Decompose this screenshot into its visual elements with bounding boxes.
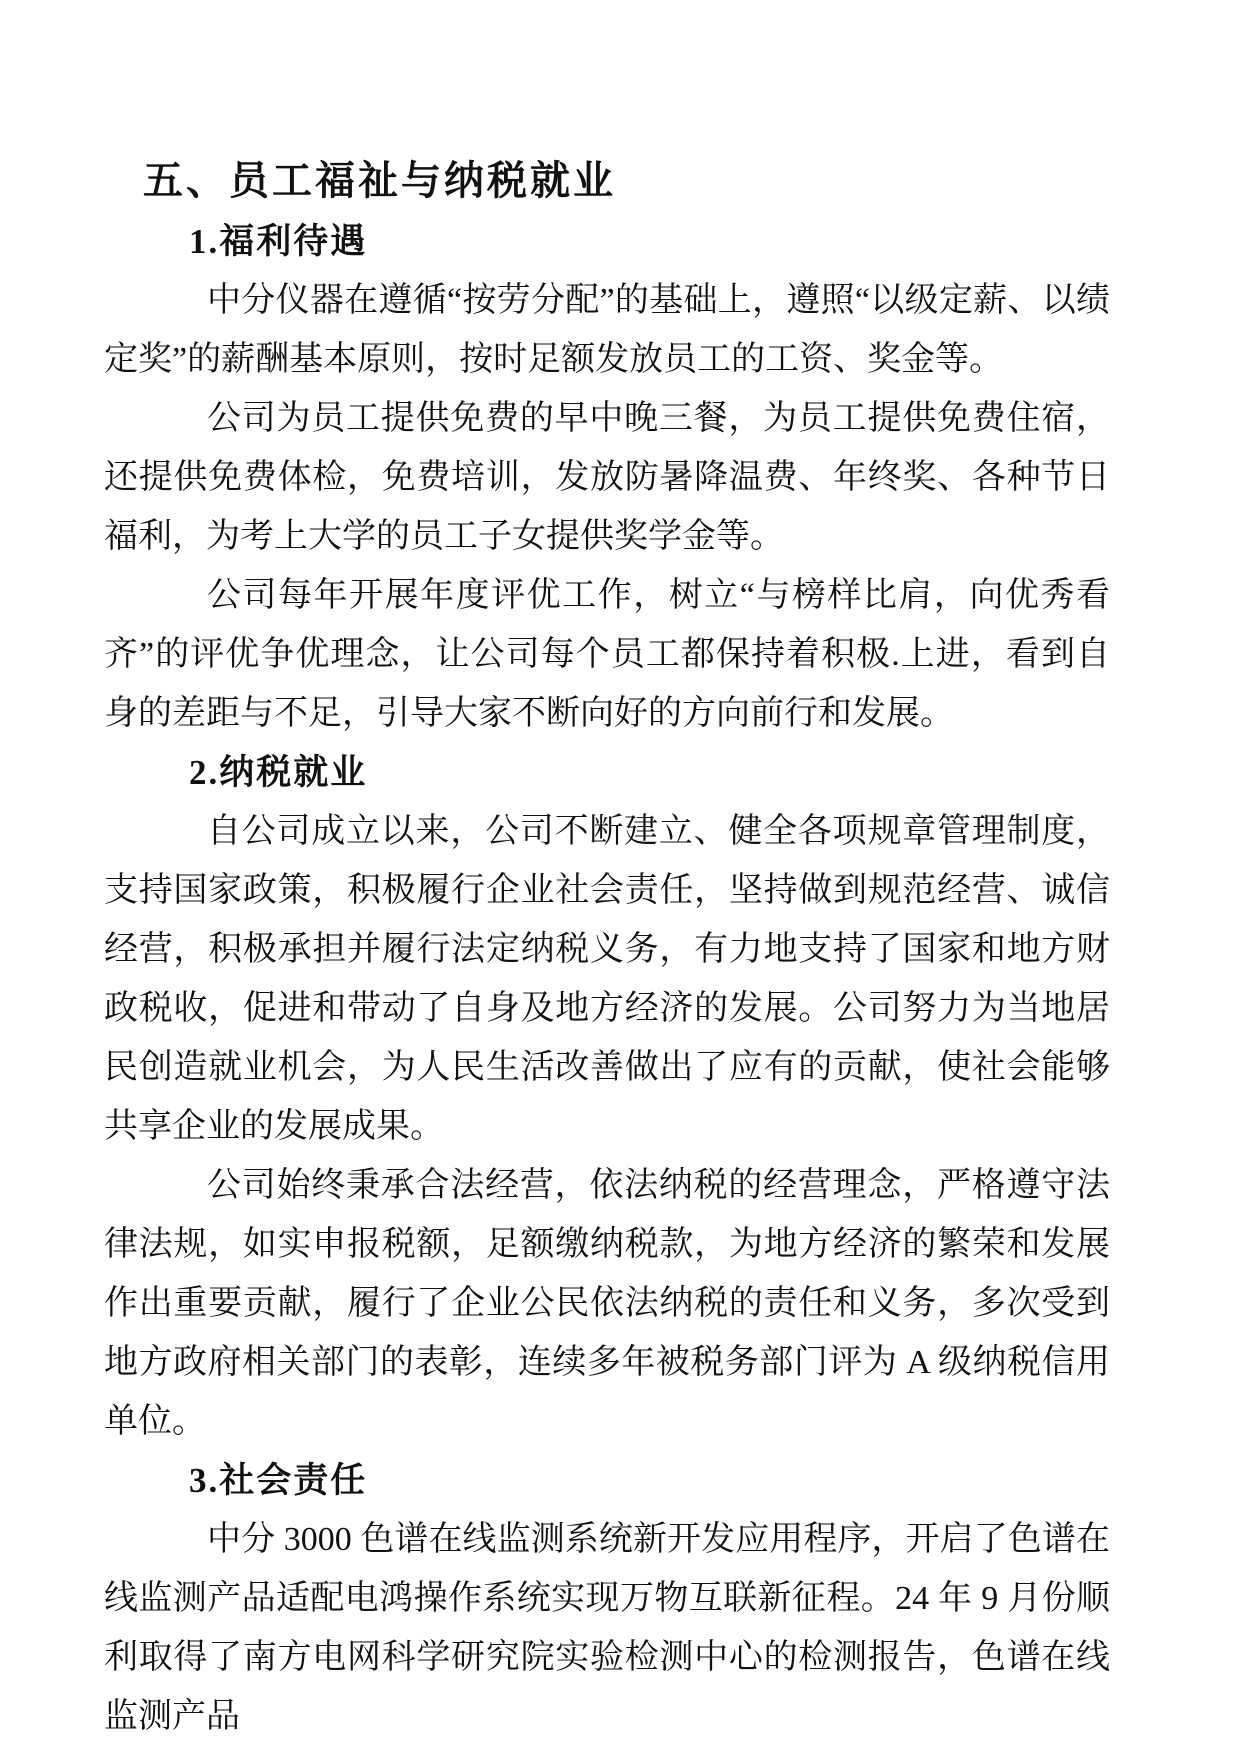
body-paragraph: 公司为员工提供免费的早中晚三餐，为员工提供免费住宿，还提供免费体检，免费培训，发放防暑降温费、年终奖、各种节日福利，为考上大学的员工子女提供奖学金等。 <box>104 400 1110 555</box>
section-title-social-responsibility: 3.社会责任 <box>189 1461 368 1500</box>
body-paragraph: 中分 3000 色谱在线监测系统新开发应用程序，开启了色谱在线监测产品适配电鸿操作系统实现万物互联新征程。24 年 9 月份顺利取得了南方电网科学研究院实验检测中心的检测报告，色谱在线监测产品 <box>104 1521 1110 1735</box>
section-title-welfare: 1.福利待遇 <box>189 222 368 261</box>
section-tax-employment <box>104 743 1110 1451</box>
section-social-responsibility <box>104 1451 1110 1746</box>
body-paragraph: 自公司成立以来，公司不断建立、健全各项规章管理制度，支持国家政策，积极履行企业社会责任，坚持做到规范经营、诚信经营，积极承担并履行法定纳税义务，有力地支持了国家和地方财政税收，促进和带动了自身及地方经济的发展。公司努力为当地居民创造就业机会，为人民生活改善做出了应有的贡献，使社会能够共享企业的发展成果。 <box>104 813 1110 1145</box>
chapter-heading: 五、员工福祉与纳税就业 <box>143 159 616 203</box>
section-welfare <box>104 212 1110 743</box>
body-paragraph: 中分仪器在遵循“按劳分配”的基础上，遵照“以级定薪、以绩定奖”的薪酬基本原则，按时足额发放员工的工资、奖金等。 <box>104 282 1110 378</box>
section-title-tax-employment: 2.纳税就业 <box>189 753 368 792</box>
body-paragraph: 公司始终秉承合法经营，依法纳税的经营理念，严格遵守法律法规，如实申报税额，足额缴纳税款，为地方经济的繁荣和发展作出重要贡献，履行了企业公民依法纳税的责任和义务，多次受到地方政府相关部门的表彰，连续多年被税务部门评为 A 级纳税信用单位。 <box>104 1167 1110 1440</box>
body-paragraph: 公司每年开展年度评优工作，树立“与榜样比肩，向优秀看齐”的评优争优理念，让公司每个员工都保持着积极.上进，看到自身的差距与不足，引导大家不断向好的方向前行和发展。 <box>104 577 1110 732</box>
